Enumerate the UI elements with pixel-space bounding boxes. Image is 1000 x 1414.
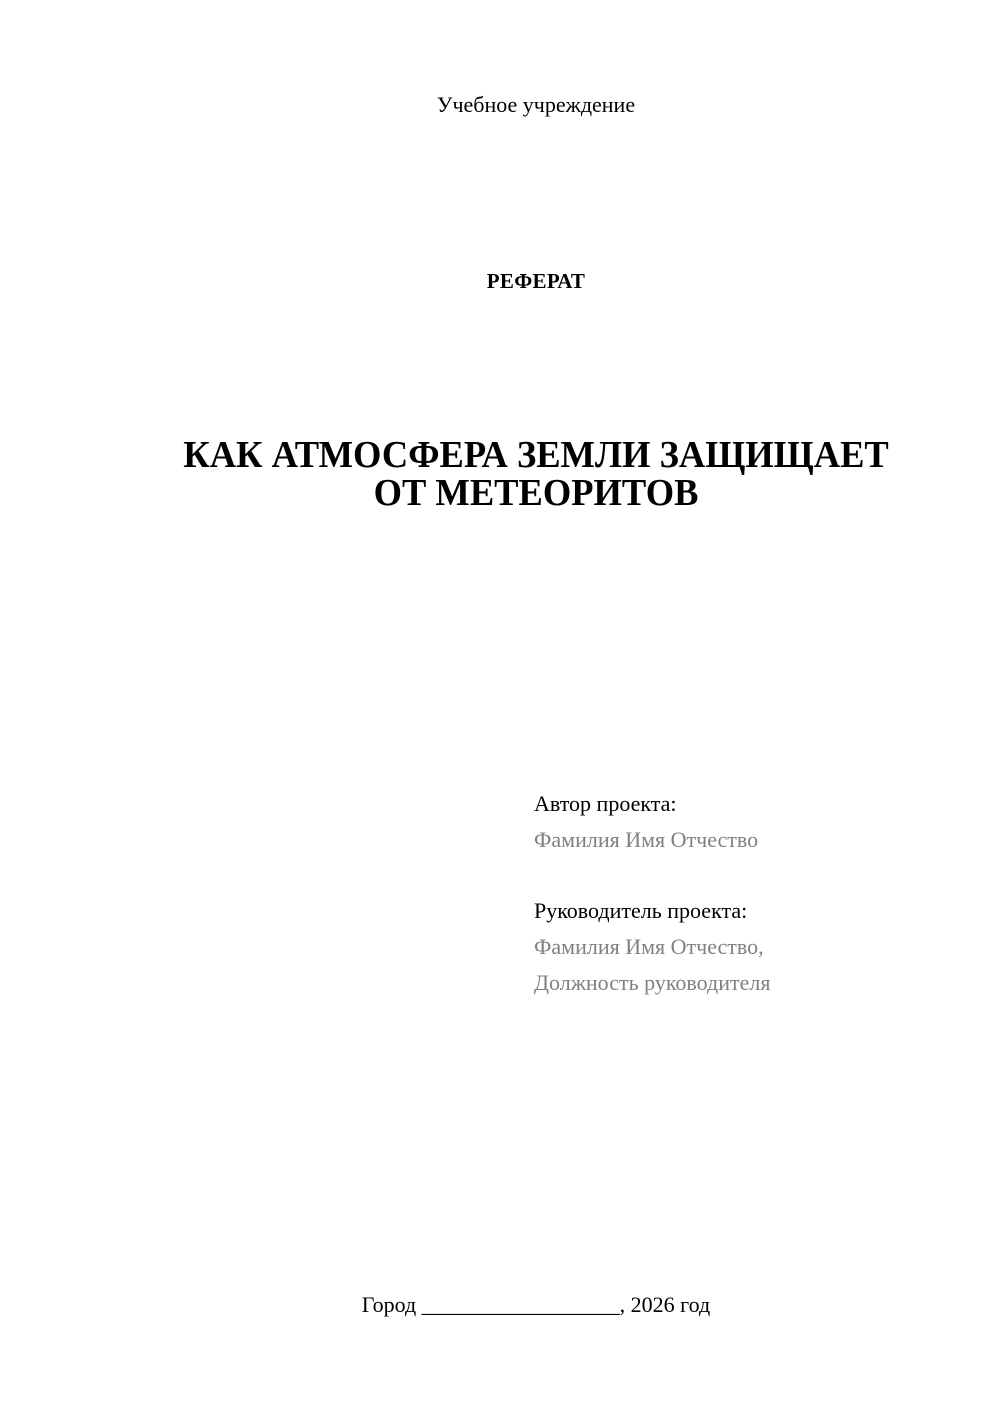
footer-city-year <box>0 1290 1000 1320</box>
supervisor-name: Фамилия Имя Отчество, <box>534 934 764 959</box>
supervisor-position: Должность руководителя <box>534 970 771 995</box>
document-type: РЕФЕРАТ <box>486 269 586 293</box>
institution-name: Учебное учреждение <box>436 92 636 117</box>
supervisor-label: Руководитель проекта: <box>534 898 748 923</box>
city-blank: __________________ <box>421 1292 620 1317</box>
author-label: Автор проекта: <box>534 791 677 816</box>
supervisor-block <box>534 893 974 1001</box>
year-text: , 2026 год <box>619 1292 711 1317</box>
author-block <box>534 786 974 858</box>
title-line-2: ОТ МЕТЕОРИТОВ <box>373 472 699 514</box>
title-line-1: КАК АТМОСФЕРА ЗЕМЛИ ЗАЩИЩАЕТ <box>183 434 889 476</box>
document-title <box>21 436 1000 512</box>
author-name: Фамилия Имя Отчество <box>534 827 759 852</box>
city-label: Город <box>361 1292 417 1317</box>
